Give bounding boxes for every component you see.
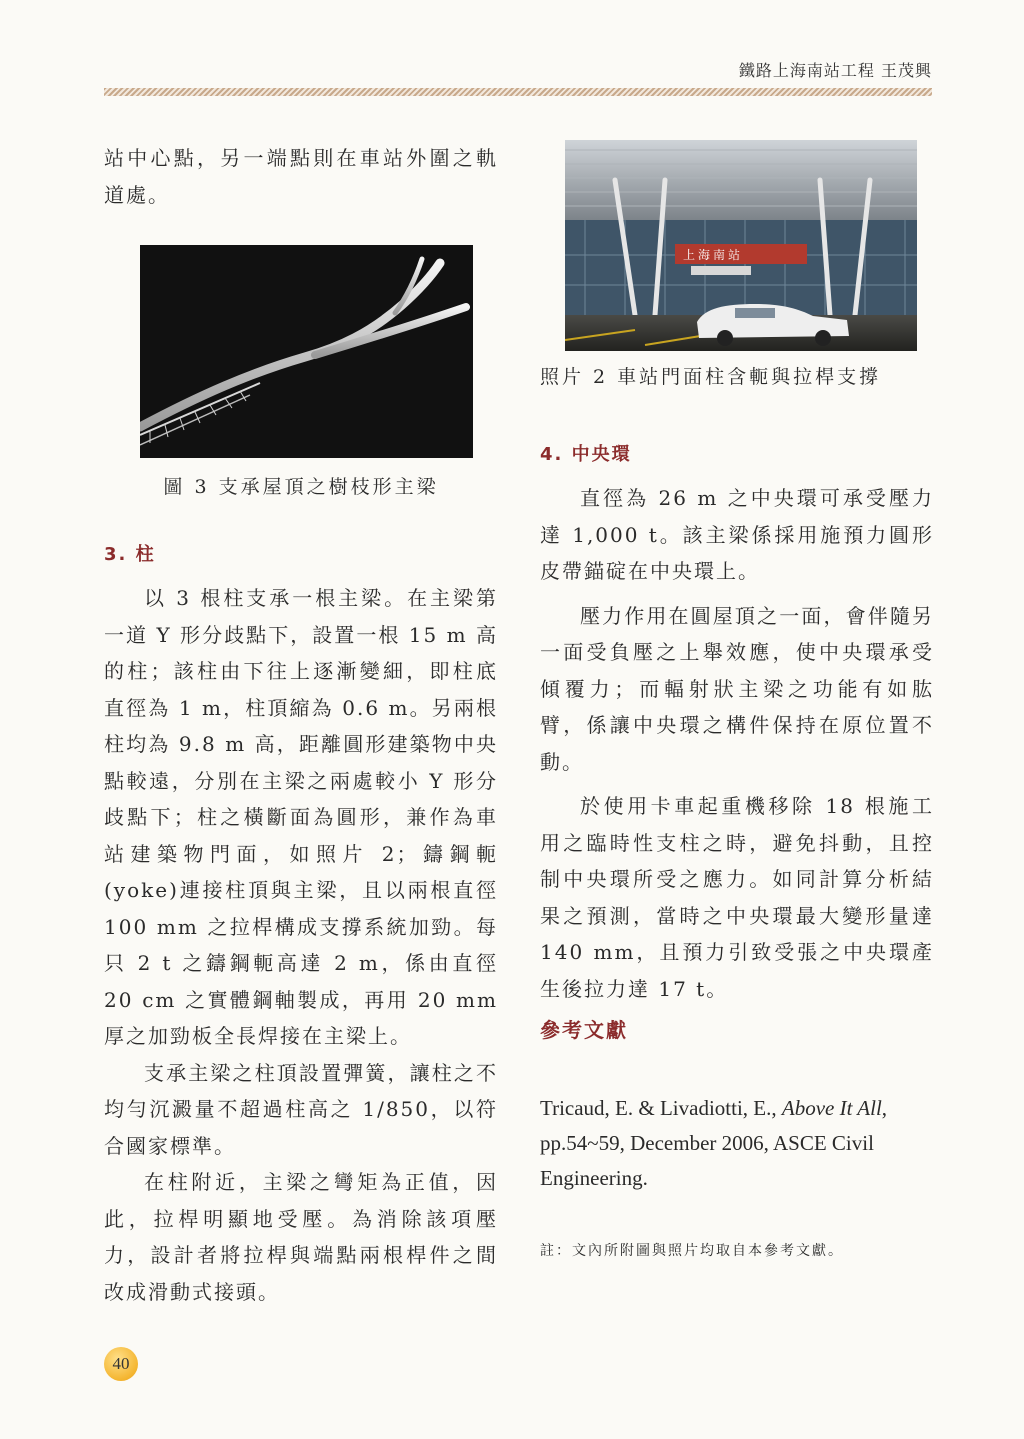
references xyxy=(540,1014,934,1260)
section-3-heading: 3. 柱 xyxy=(104,544,156,565)
intro-paragraph: 站中心點，另一端點則在車站外圍之軌道處。 xyxy=(104,146,498,207)
page-number: 40 xyxy=(104,1347,138,1381)
section-4-paragraph-2: 壓力作用在圓屋頂之一面，會伴隨另一面受負壓之上舉效應，使中央環承受傾覆力；而輻射狀主梁之功能有如肱臂，係讓中央環之構件保持在原位置不動。 xyxy=(540,603,934,774)
section-4-paragraph-1: 直徑為 26 m 之中央環可承受壓力達 1,000 t。該主梁係採用施預力圓形皮帶錨碇在中央環上。 xyxy=(540,486,934,583)
photo-2-caption-wrap xyxy=(540,362,940,389)
section-4-heading: 4. 中央環 xyxy=(540,444,632,465)
figure-3-image xyxy=(140,245,473,458)
figure-3-caption-wrap xyxy=(104,472,498,499)
photo-2-sign-text: 上海南站 xyxy=(683,248,744,262)
section-3-paragraph-2: 支承主梁之柱頂設置彈簧，讓柱之不均勻沉澱量不超過柱高之 1/850，以符合國家標準。 xyxy=(104,1060,498,1158)
section-4-paragraph-3: 於使用卡車起重機移除 18 根施工用之臨時性支柱之時，避免抖動，且控制中央環所受之應力。如同計算分析結果之預測，當時之中央環最大變形量達 140 mm，且預力引致受張之中央環產生後拉力達 17 t。 xyxy=(540,794,934,1001)
running-header: 鐵路上海南站工程 王茂興 xyxy=(738,61,932,80)
reference-authors: Tricaud, E. & Livadiotti, E., xyxy=(540,1096,782,1120)
section-3-paragraph-3: 在柱附近，主梁之彎矩為正值，因此，拉桿明顯地受壓。為消除該項壓力，設計者將拉桿與端點兩根桿件之間改成滑動式接頭。 xyxy=(104,1170,498,1304)
reference-title: Above It All xyxy=(781,1096,882,1120)
photo-2-image xyxy=(565,140,917,351)
left-column xyxy=(104,140,498,213)
figure-3-caption: 圖 3 支承屋頂之樹枝形主梁 xyxy=(163,476,439,498)
figure-source-note: 註：文內所附圖與照片均取自本參考文獻。 xyxy=(540,1243,844,1259)
reference-entry xyxy=(540,1091,934,1196)
section-3 xyxy=(104,540,498,1310)
photo-2-caption: 照片 2 車站門面柱含軛與拉桿支撐 xyxy=(540,366,882,388)
section-3-paragraph-1: 以 3 根柱支承一根主梁。在主梁第一道 Y 形分歧點下，設置一根 15 m 高的柱；該柱由下往上逐漸變細，即柱底直徑為 1 m，柱頂縮為 0.6 m。另兩根柱均為 9.8 m 高，距離圓形建築物中央點較遠，分別在主梁之兩處較小 Y 形分歧點下；柱之橫斷面為圓形，兼作為車站建築物門面，如照片 2；鑄鋼軛(yoke)連接柱頂與主梁，且以兩根直徑 100 mm 之拉桿構成支撐系統加勁。每只 2 t 之鑄鋼軛高達 2 m，係由直徑 20 cm 之實體鋼軸製成，再用 20 mm 厚之加勁板全長焊接在主梁上。 xyxy=(104,586,498,1048)
reference-details: , pp.54~59, December 2006, ASCE Civil Engineering. xyxy=(540,1096,888,1190)
right-column xyxy=(540,440,934,1007)
header-rule xyxy=(104,88,932,96)
tree-beam-rendering xyxy=(140,245,473,458)
references-heading: 參考文獻 xyxy=(540,1018,628,1042)
